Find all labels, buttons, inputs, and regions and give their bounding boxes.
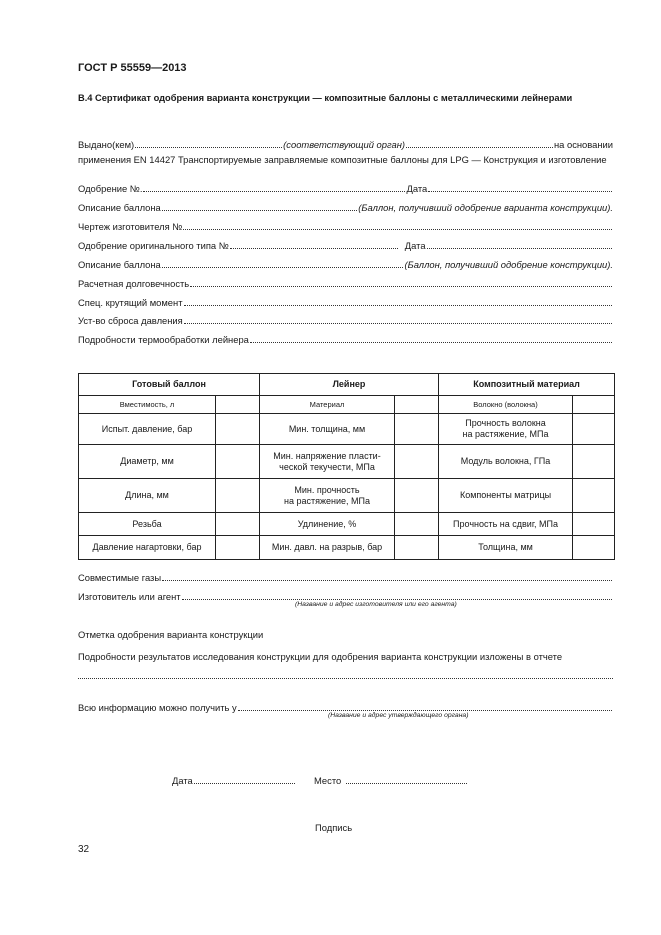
cylinder-desc-label: Описание баллона (78, 202, 161, 213)
value-cell[interactable] (216, 445, 260, 479)
value-cell[interactable] (395, 536, 439, 560)
value-cell[interactable] (573, 445, 615, 479)
param-label: Компоненты матрицы (439, 479, 573, 513)
param-label: Мин. толщина, мм (260, 414, 395, 445)
value-cell[interactable] (216, 414, 260, 445)
issued-by-hint: (соответствующий орган) (283, 139, 405, 150)
param-label: Мин. давл. на разрыв, бар (260, 536, 395, 560)
table-row (79, 513, 615, 536)
signature-label: Подпись (315, 822, 353, 833)
sign-place-line (314, 774, 468, 787)
value-cell[interactable] (216, 479, 260, 513)
header-liner: Лейнер (260, 374, 439, 396)
compatible-gases-field[interactable] (162, 571, 612, 581)
cylinder-desc2-line (78, 258, 613, 271)
param-label: Мин. прочность на растяжение, МПа (260, 479, 395, 513)
results-text: Подробности результатов исследования конструкции для одобрения варианта конструкции изложены в отчете (78, 651, 563, 662)
approval-mark: Отметка одобрения варианта конструкции (78, 629, 264, 640)
spec-table (78, 373, 615, 560)
param-label: Прочность волокна на растяжение, МПа (439, 414, 573, 445)
approval-date-label: Дата (406, 183, 428, 194)
heat-treatment-line (78, 333, 613, 346)
value-cell[interactable] (573, 536, 615, 560)
param-label: Мин. напряжение пласти- ческой текучести, МПа (260, 445, 395, 479)
table-row (79, 536, 615, 560)
torque-label: Спец. крутящий момент (78, 297, 183, 308)
param-label: Длина, мм (79, 479, 216, 513)
cylinder-desc-line (78, 201, 613, 214)
param-label: Давление нагартовки, бар (79, 536, 216, 560)
compatible-gases-label: Совместимые газы (78, 572, 162, 583)
compatible-gases-line (78, 571, 613, 584)
value-cell[interactable] (395, 396, 439, 414)
value-cell[interactable] (395, 513, 439, 536)
design-life-label: Расчетная долговечность (78, 278, 190, 289)
section-title: В.4 Сертификат одобрения варианта конструкции — композитные баллоны с металлическими лейнерами (78, 93, 573, 103)
subheader-capacity: Вместимость, л (79, 396, 216, 414)
param-label: Резьба (79, 513, 216, 536)
param-label: Испыт. давление, бар (79, 414, 216, 445)
info-from-field[interactable] (238, 701, 612, 711)
heat-treatment-field[interactable] (250, 333, 612, 343)
drawing-no-label: Чертеж изготовителя № (78, 221, 183, 232)
value-cell[interactable] (216, 513, 260, 536)
page-number: 32 (78, 844, 90, 855)
header-composite: Композитный материал (439, 374, 615, 396)
subheader-fiber: Волокно (волокна) (439, 396, 573, 414)
cylinder-desc2-label: Описание баллона (78, 259, 161, 270)
sign-date-line (172, 774, 296, 787)
approval-date-field[interactable] (428, 182, 612, 192)
original-date-label: Дата (404, 240, 426, 251)
cylinder-desc2-field[interactable] (162, 258, 404, 268)
table-row (79, 445, 615, 479)
value-cell[interactable] (573, 479, 615, 513)
results-field[interactable] (78, 669, 613, 679)
manufacturer-hint: (Название и адрес изготовителя или его агента) (295, 601, 457, 608)
approval-line (78, 182, 613, 195)
issued-by-label: Выдано(кем) (78, 139, 135, 150)
table-row (79, 414, 615, 445)
issued-by-line (78, 138, 613, 151)
drawing-line (78, 220, 613, 233)
param-label: Модуль волокна, ГПа (439, 445, 573, 479)
issued-by-field-2[interactable] (406, 138, 553, 148)
torque-line (78, 296, 613, 309)
issued-text: применения EN 14427 Транспортируемые заправляемые композитные баллоны для LPG — Конструкция и изготовление (78, 154, 607, 165)
relief-label: Уст-во сброса давления (78, 315, 183, 326)
param-label: Прочность на сдвиг, МПа (439, 513, 573, 536)
approval-no-field[interactable] (143, 182, 405, 192)
original-approval-line (78, 239, 613, 252)
info-from-hint: (Название и адрес утверждающего органа) (328, 712, 469, 719)
torque-field[interactable] (184, 296, 613, 306)
sign-date-label: Дата (172, 775, 193, 786)
param-label: Диаметр, мм (79, 445, 216, 479)
manufacturer-field[interactable] (182, 590, 612, 600)
sign-date-field[interactable] (194, 774, 295, 784)
heat-treatment-label: Подробности термообработки лейнера (78, 334, 249, 345)
design-life-field[interactable] (190, 277, 612, 287)
info-from-label: Всю информацию можно получить у (78, 702, 237, 713)
design-life-line (78, 277, 613, 290)
value-cell[interactable] (573, 513, 615, 536)
relief-line (78, 314, 613, 327)
results-dots-line (78, 669, 613, 682)
standard-number: ГОСТ Р 55559—2013 (78, 62, 187, 74)
sign-place-label: Место (314, 775, 342, 786)
header-finished-cylinder: Готовый баллон (79, 374, 260, 396)
value-cell[interactable] (395, 414, 439, 445)
value-cell[interactable] (216, 396, 260, 414)
subheader-material: Материал (260, 396, 395, 414)
cylinder-desc-hint: (Баллон, получивший одобрение варианта конструкции). (358, 202, 613, 213)
param-label: Удлинение, % (260, 513, 395, 536)
value-cell[interactable] (395, 479, 439, 513)
table-header-row (79, 374, 615, 396)
approval-no-label: Одобрение №. (78, 183, 143, 194)
table-subheader-row (79, 396, 615, 414)
value-cell[interactable] (216, 536, 260, 560)
value-cell[interactable] (573, 396, 615, 414)
issued-by-field[interactable] (135, 138, 282, 148)
issued-basis: на основании (553, 139, 614, 150)
value-cell[interactable] (395, 445, 439, 479)
original-approval-label: Одобрение оригинального типа № (78, 240, 229, 251)
sign-place-field[interactable] (346, 774, 467, 784)
param-label: Толщина, мм (439, 536, 573, 560)
value-cell[interactable] (573, 414, 615, 445)
table-row (79, 479, 615, 513)
drawing-no-field[interactable] (183, 220, 612, 230)
manufacturer-label: Изготовитель или агент (78, 591, 181, 602)
cylinder-desc-field[interactable] (162, 201, 357, 211)
relief-field[interactable] (184, 314, 612, 324)
original-approval-field[interactable] (230, 239, 398, 249)
original-date-field[interactable] (427, 239, 612, 249)
cylinder-desc2-hint: (Баллон, получивший одобрение конструкции). (404, 259, 613, 270)
